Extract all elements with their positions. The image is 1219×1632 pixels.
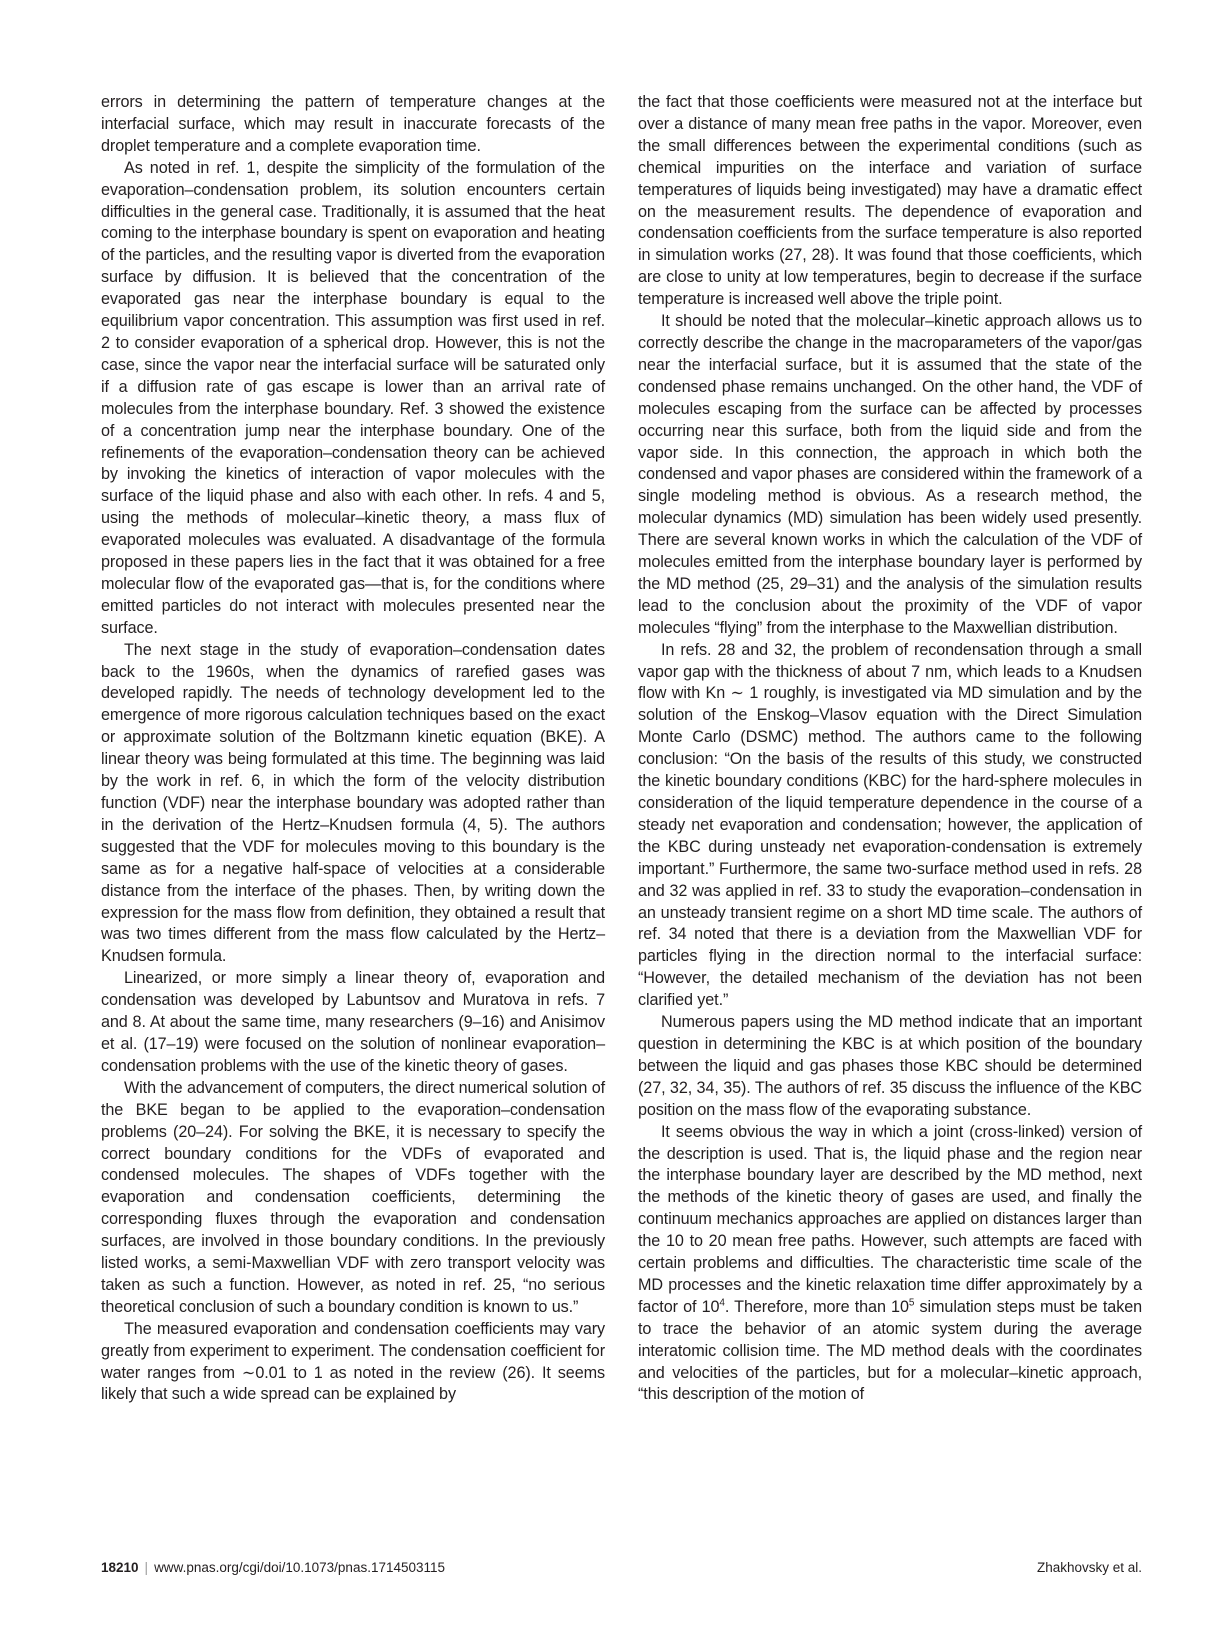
right-column — [638, 92, 1142, 1406]
left-column — [101, 92, 605, 1406]
paragraph — [638, 1122, 1142, 1407]
superscript: 5 — [908, 1297, 915, 1309]
superscript: 4 — [719, 1297, 725, 1309]
text-run: simulation steps must be taken to trace the behavior of an atomic system during the average interatomic collision time. The MD method deals with the coordinates and velocities of the particles, but for a molecular–kinetic approach, “this description of the motion of — [638, 1297, 1143, 1404]
paragraph: Linearized, or more simply a linear theory of, evaporation and condensation was developed by Labuntsov and Muratova in refs. 7 and 8. At about the same time, many researchers (9–16) and Anisimov et al. (17–19) were focused on the solution of nonlinear evaporation–condensation problems with the use of the kinetic theory of gases. — [101, 969, 605, 1075]
paragraph: The measured evaporation and condensation coefficients may vary greatly from experiment to experiment. The condensation coefficient for water ranges from ∼0.01 to 1 as noted in the review (26). It seems likely that such a wide spread can be explained by — [101, 1319, 605, 1404]
paragraph: The next stage in the study of evaporation–condensation dates back to the 1960s, when the dynamics of rarefied gases was developed rapidly. The needs of technology development led to the emergence of more rigorous calculation techniques based on the exact or approximate solution of the Boltzmann kinetic equation (BKE). A linear theory was being formulated at this time. The beginning was laid by the work in ref. 6, in which the form of the velocity distribution function (VDF) near the interphase boundary was adopted rather than in the derivation of the Hertz–Knudsen formula (4, 5). The authors suggested that the VDF for molecules moving to this boundary is the same as for a negative half-space of velocities at a considerable distance from the interface of the phases. Then, by writing down the expression for the mass flow from definition, they obtained a result that was two times different from the mass flow calculated by the Hertz–Knudsen formula. — [101, 640, 605, 966]
running-authors: Zhakhovsky et al. — [1036, 1560, 1142, 1575]
footer-separator: | — [144, 1560, 149, 1575]
paragraph: As noted in ref. 1, despite the simplicity of the formulation of the evaporation–condensation problem, its solution encounters certain difficulties in the general case. Traditionally, it is assumed that the heat coming to the interphase boundary is spent on evaporation and heating of the particles, and the resulting vapor is diverted from the evaporation surface by diffusion. It is believed that the concentration of the evaporated gas near the interphase boundary is equal to the equilibrium vapor concentration. This assumption was first used in ref. 2 to consider evaporation of a spherical drop. However, this is not the case, since the vapor near the interfacial surface will be saturated only if a diffusion rate of gas escape is lower than an arrival rate of molecules from the interphase boundary. Ref. 3 showed the existence of a concentration jump near the interphase boundary. One of the refinements of the evaporation–condensation theory can be achieved by invoking the kinetics of interaction of vapor molecules with the surface of the liquid phase and also with each other. In refs. 4 and 5, using the methods of molecular–kinetic theory, a mass flux of evaporated molecules was evaluated. A disadvantage of the formula proposed in these papers lies in the fact that it was obtained for a free molecular flow of the evaporated gas—that is, for the conditions where emitted particles do not interact with molecules presented near the surface. — [101, 158, 605, 637]
page-number: 18210 — [101, 1560, 139, 1575]
doi-link[interactable]: www.pnas.org/cgi/doi/10.1073/pnas.1714503115 — [154, 1560, 446, 1575]
paragraph: errors in determining the pattern of temperature changes at the interfacial surface, which may result in inaccurate forecasts of the droplet temperature and a complete evaporation time. — [101, 93, 605, 155]
page-footer — [101, 1559, 1142, 1577]
text-run: . Therefore, more than 10 — [724, 1297, 909, 1316]
paragraph: the fact that those coefficients were measured not at the interface but over a distance of many mean free paths in the vapor. Moreover, even the small differences between the experimental conditions (such as chemical impurities on the interface and variation of surface temperatures of liquids being investigated) may have a dramatic effect on the measurement results. The dependence of evaporation and condensation coefficients from the surface temperature is also reported in simulation works (27, 28). It was found that those coefficients, which are close to unity at low temperatures, begin to decrease if the surface temperature is increased well above the triple point. — [638, 93, 1142, 309]
paragraph: In refs. 28 and 32, the problem of recondensation through a small vapor gap with the thickness of about 7 nm, which leads to a Knudsen flow with Kn ∼ 1 roughly, is investigated via MD simulation and by the solution of the Enskog–Vlasov equation with the Direct Simulation Monte Carlo (DSMC) method. The authors came to the following conclusion: “On the basis of the results of this study, we constructed the kinetic boundary conditions (KBC) for the hard-sphere molecules in consideration of the liquid temperature dependence in the course of a steady net evaporation and condensation; however, the application of the KBC during unsteady net evaporation-condensation is extremely important.” Furthermore, the same two-surface method used in refs. 28 and 32 was applied in ref. 33 to study the evaporation–condensation in an unsteady transient regime on a short MD time scale. The authors of ref. 34 noted that there is a deviation from the Maxwellian VDF for particles flying in the direction normal to the interfacial surface: “However, the detailed mechanism of the deviation has not been clarified yet.” — [638, 640, 1142, 1010]
text-run: It seems obvious the way in which a joint (cross-linked) version of the description is used. That is, the liquid phase and the region near the interphase boundary layer are described by the MD method, next the methods of the kinetic theory of gases are used, and finally the continuum mechanics approaches are applied on distances larger than the 10 to 20 mean free paths. However, such attempts are faced with certain problems and difficulties. The characteristic time scale of the MD processes and the kinetic relaxation time differ approximately by a factor of 10 — [638, 1122, 1142, 1316]
paragraph: With the advancement of computers, the direct numerical solution of the BKE began to be applied to the evaporation–condensation problems (20–24). For solving the BKE, it is necessary to specify the correct boundary conditions for the VDFs of evaporated and condensed molecules. The shapes of VDFs together with the evaporation and condensation coefficients, determining the corresponding fluxes through the evaporation and condensation surfaces, are involved in those boundary conditions. In the previously listed works, a semi-Maxwellian VDF with zero transport velocity was taken as such a function. However, as noted in ref. 25, “no serious theoretical conclusion of such a boundary condition is known to us.” — [101, 1078, 605, 1316]
paragraph: It should be noted that the molecular–kinetic approach allows us to correctly describe the change in the macroparameters of the vapor/gas near the interfacial surface, but it is assumed that the state of the condensed phase remains unchanged. On the other hand, the VDF of molecules escaping from the surface can be affected by processes occurring near this surface, both from the liquid side and from the vapor side. In this connection, the approach in which both the condensed and vapor phases are considered within the framework of a single modeling method is obvious. As a research method, the molecular dynamics (MD) simulation has been widely used presently. There are several known works in which the calculation of the VDF of molecules emitted from the interphase boundary layer is performed by the MD method (25, 29–31) and the analysis of the simulation results lead to the conclusion about the proximity of the VDF of vapor molecules “flying” from the interphase to the Maxwellian distribution. — [638, 312, 1142, 637]
paragraph: Numerous papers using the MD method indicate that an important question in determining the KBC is at which position of the boundary between the liquid and gas phases those KBC should be determined (27, 32, 34, 35). The authors of ref. 35 discuss the influence of the KBC position on the mass flow of the evaporating substance. — [638, 1013, 1142, 1119]
